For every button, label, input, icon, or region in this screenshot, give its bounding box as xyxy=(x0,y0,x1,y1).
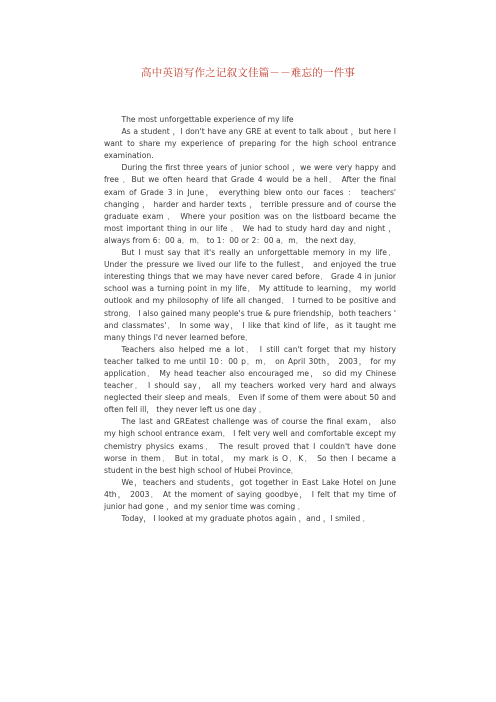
paragraph-6: We，teachers and students，got together in East Lake Hotel on June 4th， 2003． At the moment of saying goodbye， I felt that my time of junior had gone ，and my senior time was coming ． xyxy=(104,477,396,511)
paragraph-1: As a student ，I don't have any GRE at event to talk about ，but here I want to share my experience of preparing for the high school entrance examination. xyxy=(104,127,396,161)
document-title: 高中英语写作之记叙文佳篇－－难忘的一件事 xyxy=(141,67,355,79)
paragraph-7: Today， I looked at my graduate photos again ，and ，I smiled ． xyxy=(121,514,371,524)
paragraph-5: The last and GREatest challenge was of course the final exam， also my high school entrance exam． I felt very well and comfortable except my chemistry physics exams． The result proved that I couldn't have done worse in them． But in total， my mark is O．K． So then I became a student in the best high school of Hubei Province． xyxy=(104,417,396,475)
paragraph-3: But I must say that it's really an unforgettable memory in my life． Under the pressure we lived our life to the fullest， and enjoyed the true interesting things that we may have never cared before． Grade 4 in junior school was a turning point in my life． My attitude to learning， my world outlook and my philosophy of life all changed． I turned to be positive and strong． I also gained many people's true & pure friendship，both teachers ' and classmates'． In some way， I like that kind of life，as it taught me many things I'd never learned before． xyxy=(104,248,396,342)
paragraph-2: During the first three years of junior school ，we were very happy and free ．But we often heard that Grade 4 would be a hell． After the final exam of Grade 3 in June， everything blew onto our faces ： teachers' changing ， harder and harder texts ， terrible pressure and of course the graduate exam ． Where your position was on the listboard became the most important thing in our life ． We had to study hard day and night ，always from 6：00 a．m． to 1：00 or 2：00 a．m． the next day． xyxy=(104,163,396,245)
essay-title: The most unforgettable experience of my life xyxy=(121,115,294,124)
paragraph-4: Teachers also helped me a lot． I still can't forget that my history teacher talked to me until 10：00 p．m． on April 30th， 2003， for my application． My head teacher also encouraged me， so did my Chinese teacher． I should say， all my teachers worked very hard and always neglected their sleep and meals． Even if some of them were about 50 and often fell ill， they never left us one day ． xyxy=(104,344,396,415)
essay-body xyxy=(104,114,396,525)
